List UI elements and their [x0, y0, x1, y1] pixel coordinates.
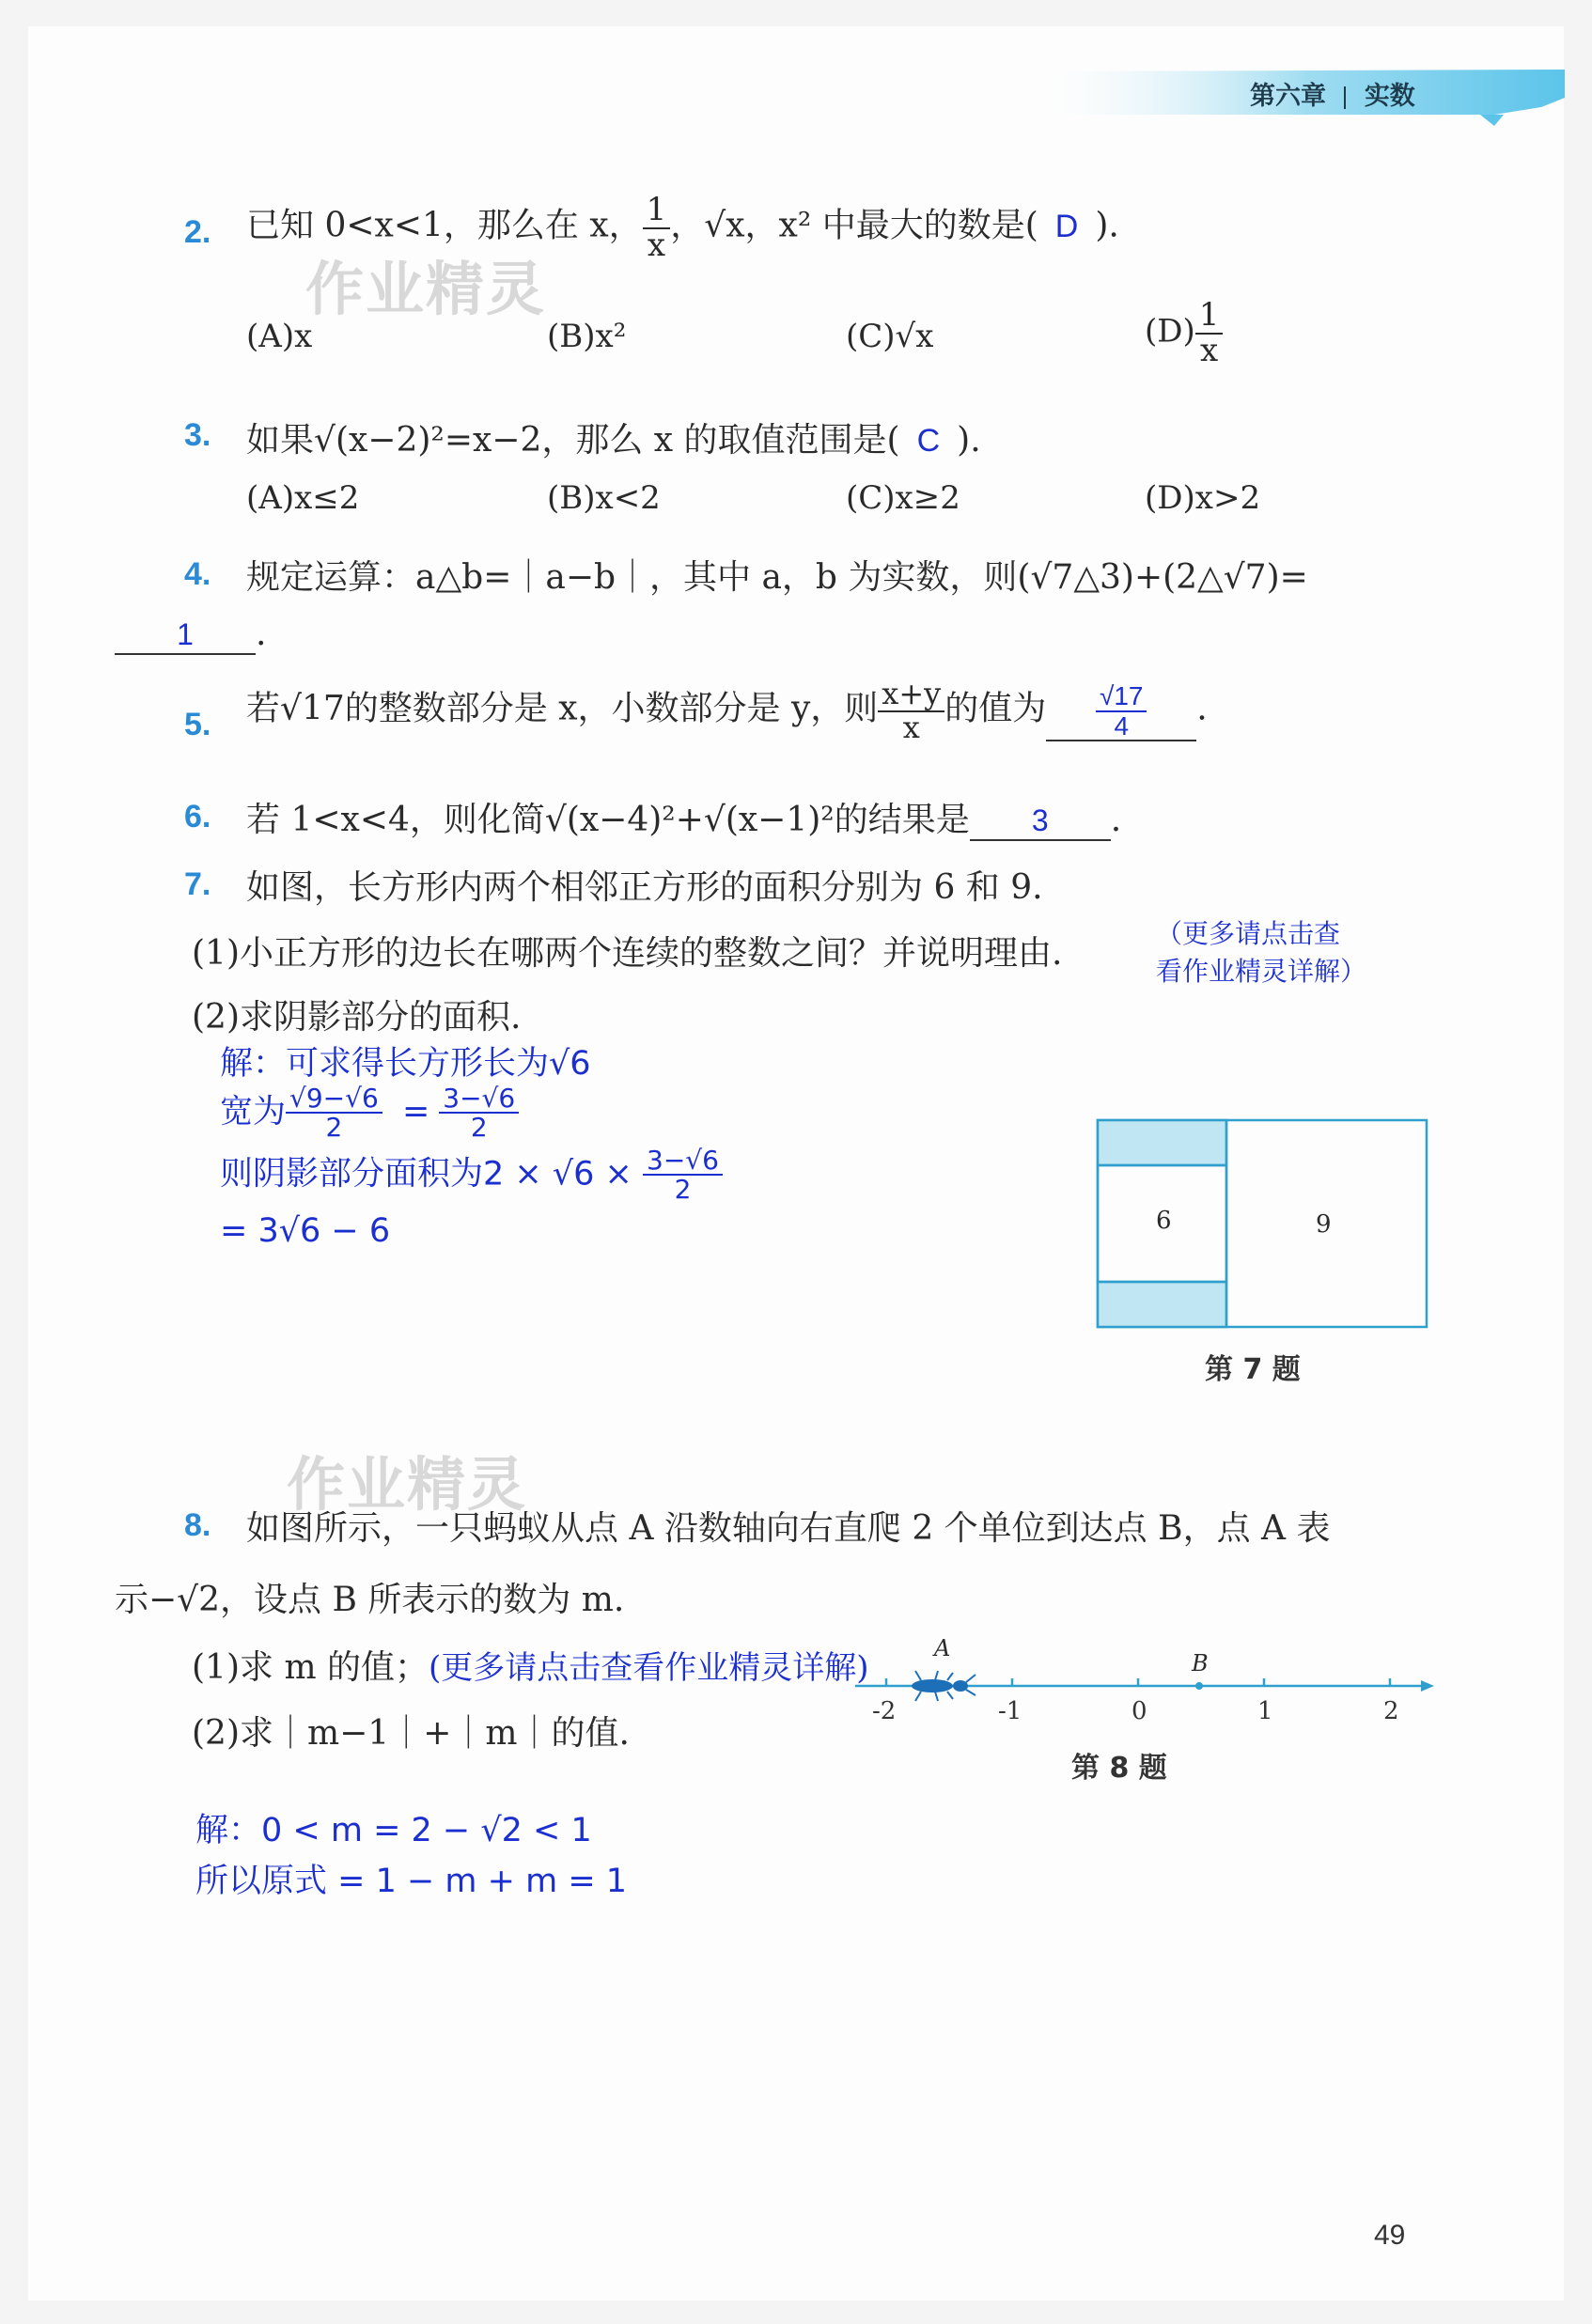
small-square-label: 6: [1156, 1207, 1172, 1235]
answer: D: [1054, 208, 1079, 244]
question-number: 5.: [184, 707, 211, 742]
watermark: 作业精灵: [305, 255, 547, 323]
question-8-part-2: (2)求｜m−1｜+｜m｜的值.: [192, 1714, 630, 1753]
chapter-label: 第六章: [1250, 82, 1326, 111]
question-5-stem: 若√17的整数部分是 x，小数部分是 y，则 $\frac{x+y}{x}$ 的值为 $\frac{√17}{4}$ .: [246, 676, 1208, 745]
solution-line: 所以原式 = 1 − m + m = 1: [195, 1863, 628, 1900]
question-number: 6.: [184, 799, 211, 834]
answer-blank: [115, 615, 256, 655]
point-b-label: B: [1192, 1650, 1209, 1677]
question-number: 2.: [184, 214, 211, 250]
shaded-region: [1098, 1282, 1226, 1327]
question-8-stem: 如图所示，一只蚂蚁从点 A 沿数轴向右直爬 2 个单位到达点 B，点 A 表: [246, 1509, 1331, 1548]
question-2-stem: 已知 0<x<1，那么在 x， $\frac{1}{x}$ ，√x，x² 中最大的数是( D ).: [246, 191, 1119, 264]
figure-caption: 第 7 题: [1205, 1353, 1301, 1386]
option-d: (D) $\frac{1}{x}$: [1145, 299, 1223, 367]
question-7-part-2: (2)求阴影部分的面积.: [192, 998, 522, 1037]
question-number: 8.: [184, 1507, 211, 1543]
tick-label: -1: [998, 1697, 1022, 1725]
solution-line: 解：0 < m = 2 − √2 < 1: [195, 1812, 592, 1849]
option-c: (C)√x: [846, 318, 934, 355]
tick-label: 1: [1257, 1697, 1273, 1725]
question-number: 3.: [184, 417, 211, 453]
answer: 3: [1031, 803, 1049, 837]
section-label: 实数: [1364, 82, 1415, 111]
answer-blank: [1046, 682, 1196, 741]
question-7-stem: 如图，长方形内两个相邻正方形的面积分别为 6 和 9.: [246, 868, 1043, 907]
page-number: 49: [1374, 2220, 1406, 2251]
question-8-part-1: (1)求 m 的值；(更多请点击查看作业精灵详解): [192, 1648, 869, 1687]
solution-line: = 3√6 − 6: [220, 1212, 391, 1250]
option-a: (A)x: [246, 318, 313, 355]
option-a: (A)x≤2: [246, 479, 360, 517]
more-details-link[interactable]: （更多请点击查 看作业精灵详解）: [1156, 918, 1367, 987]
question-4-answer-line: 1 .: [115, 615, 266, 655]
answer: C: [916, 423, 941, 459]
question-number: 4.: [184, 556, 211, 592]
shaded-region: [1098, 1120, 1226, 1165]
figure-7: [1096, 1118, 1428, 1331]
option-d: (D)x>2: [1145, 479, 1261, 517]
point-b-dot: [1195, 1682, 1203, 1690]
question-4-stem: 规定运算：a△b=｜a−b｜，其中 a，b 为实数，则(√7△3)+(2△√7)=: [246, 558, 1308, 597]
fraction: $\frac{3-√6}{2}$: [439, 1084, 519, 1142]
fraction: $\frac{1}{x}$: [643, 194, 671, 262]
figure-caption: 第 8 题: [1071, 1752, 1167, 1785]
answer: 1: [177, 617, 194, 651]
more-details-link[interactable]: (更多请点击查看作业精灵详解): [429, 1649, 869, 1687]
option-b: (B)x²: [547, 318, 627, 355]
large-square-label: 9: [1316, 1210, 1332, 1239]
watermark: 作业精灵: [287, 1450, 528, 1519]
solution-line: 则阴影部分面积为2 × √6 × $\frac{3-√6}{2}$: [220, 1146, 723, 1204]
fraction: $\frac{3-√6}{2}$: [643, 1146, 723, 1204]
fraction: $\frac{√9-√6}{2}$: [286, 1084, 382, 1142]
answer: $\frac{√17}{4}$: [1096, 682, 1147, 740]
solution-line: 宽为 $\frac{√9-√6}{2}$ = $\frac{3-√6}{2}$: [220, 1084, 519, 1142]
tick-label: -2: [872, 1697, 897, 1725]
question-number: 7.: [184, 866, 211, 902]
question-8-stem-cont: 示−√2，设点 B 所表示的数为 m.: [115, 1581, 625, 1619]
tick-label: 0: [1132, 1697, 1147, 1725]
ant-icon: [912, 1671, 975, 1701]
chapter-title: [1250, 75, 1415, 112]
option-b: (B)x<2: [547, 479, 661, 517]
point-a-label: A: [934, 1635, 951, 1661]
question-6-stem: 若 1<x<4，则化简√(x−4)²+√(x−1)²的结果是 3 .: [246, 801, 1122, 839]
question-7-part-1: (1)小正方形的边长在哪两个连续的整数之间？并说明理由.: [192, 934, 1063, 973]
tick-label: 2: [1383, 1697, 1399, 1725]
solution-line: 解：可求得长方形长为√6: [220, 1045, 591, 1083]
fraction: $\frac{1}{x}$: [1195, 299, 1224, 367]
fraction: $\frac{x+y}{x}$: [878, 678, 944, 743]
option-c: (C)x≥2: [846, 479, 960, 517]
answer-blank: [970, 801, 1111, 841]
question-3-stem: 如果√(x−2)²=x−2，那么 x 的取值范围是( C ).: [246, 421, 981, 460]
